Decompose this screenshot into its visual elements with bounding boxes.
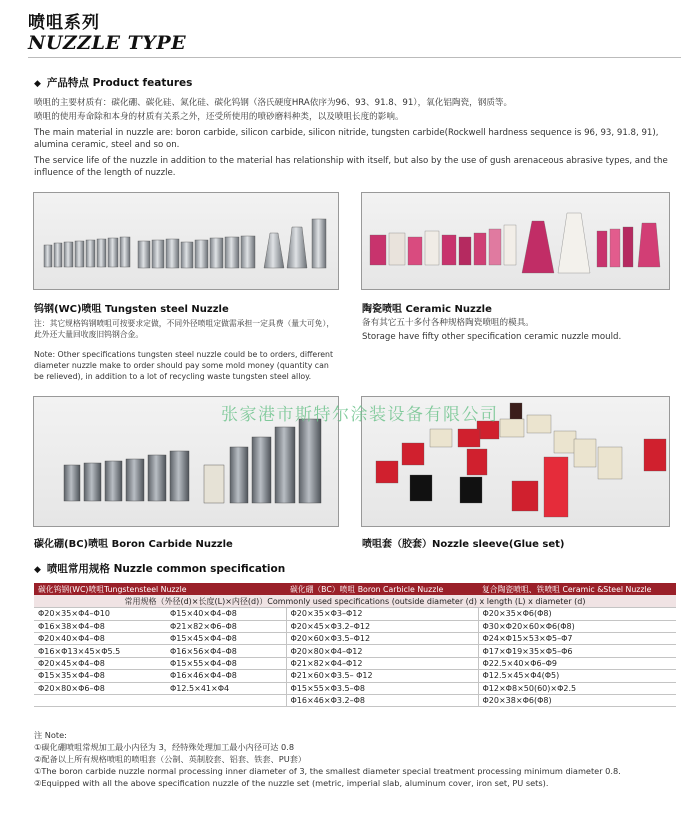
diamond-bullet-icon: ◆: [34, 79, 41, 89]
features-heading: [34, 75, 192, 90]
table-row: [34, 608, 676, 620]
table-cell: Φ21×60×Φ3.5– Φ12: [286, 670, 478, 682]
boron-carbide-caption: 碳化硼(BC)喷咀 Boron Carbide Nuzzle: [34, 539, 233, 550]
tungsten-nuzzle-photo: [33, 192, 339, 290]
table-cell: Φ16×56×Φ4–Φ8: [166, 645, 286, 657]
table-cell: Φ21×82×Φ6–Φ8: [166, 620, 286, 632]
spec-col-tungsten: 碳化钨钢(WC)喷咀Tungstensteel Nuzzle: [34, 583, 286, 595]
table-cell: [166, 695, 286, 707]
table-cell: Φ20×35×Φ6(Φ8): [478, 608, 676, 620]
tungsten-note-en: Note: Other specifications tungsten steel nuzzle could be to orders, different diameter nuzzle make to order should pay some mold money (quantity can be relieved), in addition to a lot of recycling waste tungsten steel alloy.: [34, 350, 334, 381]
ceramic-note-en: Storage have fifty other specification ceramic nuzzle mould.: [362, 332, 622, 342]
table-cell: Φ20×45×Φ4–Φ8: [34, 657, 166, 669]
title-divider: [28, 57, 681, 58]
table-row: [34, 670, 676, 682]
spec-subheader: 常用规格（外径(d)×长度(L)×内径(d)）Commonly used specifications (outside diameter (d) x length (L) x diameter (d): [34, 595, 676, 607]
table-cell: Φ20×35×Φ3–Φ12: [286, 608, 478, 620]
table-cell: [34, 695, 166, 707]
table-row: [34, 620, 676, 632]
table-cell: Φ15×55×Φ3.5–Φ8: [286, 682, 478, 694]
spec-heading: [34, 561, 285, 576]
table-cell: Φ20×45×Φ3.2–Φ12: [286, 620, 478, 632]
footnote-line-1: ①碳化硼喷咀常规加工最小内径为 3，经特殊处理加工最小内径可达 0.8: [34, 742, 295, 752]
page-title-en: NUZZLE TYPE: [28, 32, 187, 54]
table-row: [34, 695, 676, 707]
features-en-para2: The service life of the nuzzle in addition to the material has relationship with itself, but also by the use of gush arenaceous abrasive types, and the influence of the length of nuzzle.: [34, 156, 668, 178]
table-cell: Φ12.5×41×Φ4: [166, 682, 286, 694]
table-cell: Φ30×Φ20×60×Φ6(Φ8): [478, 620, 676, 632]
table-row: [34, 645, 676, 657]
table-cell: Φ21×82×Φ4–Φ12: [286, 657, 478, 669]
footnote-line-2: ②配备以上所有规格喷咀的喷咀套（公制、英制胶套、铝套、铁套、PU套）: [34, 754, 307, 764]
table-cell: Φ22.5×40×Φ6–Φ9: [478, 657, 676, 669]
features-cn-line1: 喷咀的主要材质有：碳化硼、碳化硅、氮化硅、碳化钨钢（洛氏硬度HRA依序为96、93、91.8、91），氧化铝陶瓷，钢质等。: [34, 98, 513, 108]
table-cell: Φ15×40×Φ4–Φ8: [166, 608, 286, 620]
spec-body: [34, 608, 676, 707]
spec-col-boron: 碳化硼（BC）喷咀 Boron Carbicle Nuzzle: [286, 583, 478, 595]
features-en-para1: The main material in nuzzle are: boron carbide, silicon carbide, silicon nitride, tungsten carbide(Rockwell hardness sequence is 96, 93, 91.8, 91), alumina ceramic, steel and so on.: [34, 128, 659, 150]
company-watermark: 张家港市斯特尔涂装设备有限公司: [221, 405, 499, 425]
table-cell: Φ20×40×Φ4–Φ8: [34, 633, 166, 645]
table-cell: Φ16×Φ13×45×Φ5.5: [34, 645, 166, 657]
spec-col-ceramic: 复合陶瓷喷咀、铁喷咀 Ceramic &Steel Nuzzle: [478, 583, 676, 595]
diamond-bullet-icon: ◆: [34, 565, 41, 575]
table-cell: Φ16×46×Φ3.2–Φ8: [286, 695, 478, 707]
table-cell: Φ15×55×Φ4–Φ8: [166, 657, 286, 669]
spec-subheader-row: [34, 595, 676, 607]
page-title-cn: 喷咀系列: [28, 13, 100, 33]
table-cell: Φ20×80×Φ6–Φ8: [34, 682, 166, 694]
table-cell: Φ16×46×Φ4–Φ8: [166, 670, 286, 682]
ceramic-caption: 陶瓷喷咀 Ceramic Nuzzle: [362, 304, 492, 315]
spec-heading-text: 喷咀常用规格 Nuzzle common specification: [46, 563, 286, 575]
spec-header-row: [34, 583, 676, 595]
footnote-line-4: ②Equipped with all the above specification nuzzle of the nuzzle set (metric, imperial slab, aluminum cover, iron set, PU sets).: [34, 778, 549, 788]
table-cell: Φ15×35×Φ4–Φ8: [34, 670, 166, 682]
table-cell: Φ24×Φ15×53×Φ5–Φ7: [478, 633, 676, 645]
table-row: [34, 657, 676, 669]
tungsten-caption: 钨钢(WC)喷咀 Tungsten steel Nuzzle: [34, 304, 229, 315]
table-cell: Φ20×38×Φ6(Φ8): [478, 695, 676, 707]
table-cell: Φ16×38×Φ4–Φ8: [34, 620, 166, 632]
ceramic-nuzzle-photo: [361, 192, 670, 290]
table-cell: Φ12.5×45×Φ4(Φ5): [478, 670, 676, 682]
features-heading-text: 产品特点 Product features: [46, 77, 193, 89]
footnote-line-3: ①The boron carbide nuzzle normal processing inner diameter of 3, the smallest diameter special treatment processing minimum diameter 0.8.: [34, 766, 621, 776]
table-cell: Φ20×35×Φ4–Φ10: [34, 608, 166, 620]
ceramic-note-cn: 备有其它五十多付各种规格陶瓷喷咀的模具。: [362, 318, 534, 328]
table-cell: Φ15×45×Φ4–Φ8: [166, 633, 286, 645]
nozzle-sleeve-caption: 喷咀套（胶套）Nozzle sleeve(Glue set): [362, 539, 565, 550]
table-row: [34, 682, 676, 694]
table-cell: Φ20×80×Φ4–Φ12: [286, 645, 478, 657]
table-row: [34, 633, 676, 645]
table-cell: Φ20×60×Φ3.5–Φ12: [286, 633, 478, 645]
table-cell: Φ12×Φ8×50(60)×Φ2.5: [478, 682, 676, 694]
table-cell: Φ17×Φ19×35×Φ5–Φ6: [478, 645, 676, 657]
tungsten-note-cn: 注：其它规格钨钢喷咀可按要求定做，不同外径喷咀定做需承担一定具费（量大可免），此外还大量回收废旧钨钢合金。: [34, 319, 335, 339]
spec-table: [34, 583, 676, 707]
footnote-label: 注 Note:: [34, 730, 67, 740]
features-cn-line2: 喷咀的使用寿命除和本身的材质有关系之外，还受所使用的喷砂磨料种类，以及喷咀长度的影响。: [34, 112, 404, 122]
